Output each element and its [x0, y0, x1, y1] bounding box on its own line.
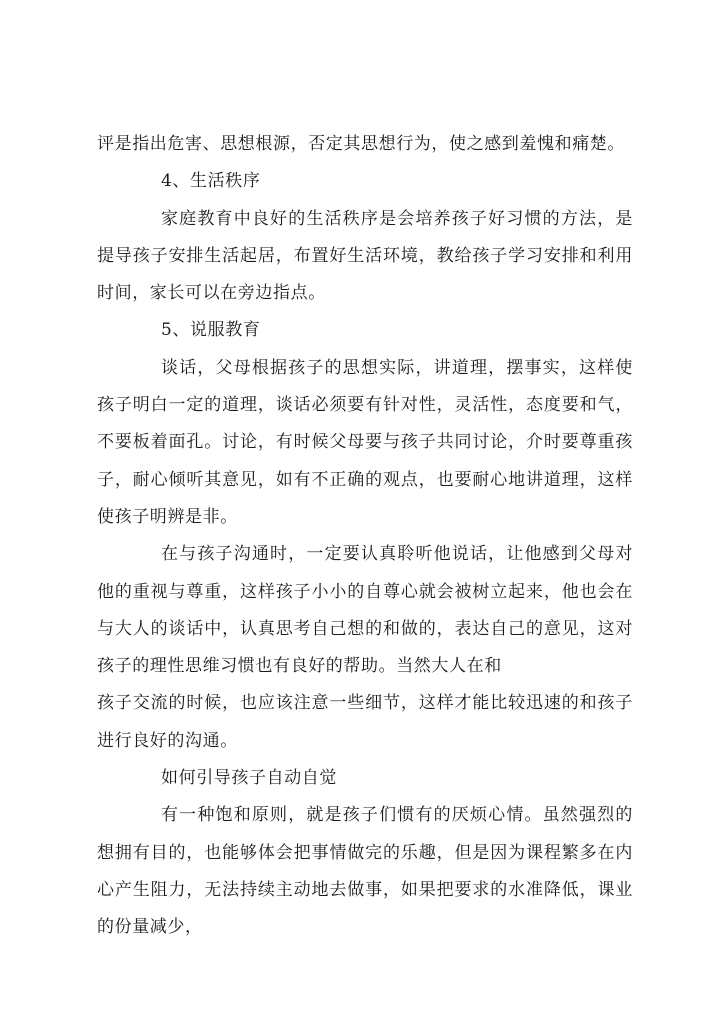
paragraph-saturation-principle: 有一种饱和原则，就是孩子们惯有的厌烦心情。虽然强烈的想拥有目的，也能够体会把事情做完的乐趣，但是因为课程繁多在内心产生阻力，无法持续主动地去做事，如果把要求的水准降低，课业的份量减少，: [97, 805, 633, 938]
paragraph-communication: 在与孩子沟通时，一定要认真聆听他说话，让他感到父母对他的重视与尊重，这样孩子小小的自尊心就会被树立起来，他也会在与大人的谈话中，认真思考自己想的和做的，表达自己的意见，这对孩子的理性思维习惯也有良好的帮助。当然大人在和: [97, 544, 633, 677]
document-body: [97, 126, 633, 947]
heading-self-motivation: 如何引导孩子自动自觉: [161, 768, 337, 789]
paragraph-communication-cont: 孩子交流的时候，也应该注意一些细节，这样才能比较迅速的和孩子进行良好的沟通。: [97, 693, 633, 751]
paragraph-life-order: 家庭教育中良好的生活秩序是会培养孩子好习惯的方法，是提导孩子安排生活起居，布置好生活环境，教给孩子学习安排和利用时间，家长可以在旁边指点。: [97, 208, 633, 304]
paragraph-persuasion: 谈话，父母根据孩子的思想实际，讲道理，摆事实，这样使孩子明白一定的道理，谈话必须要有针对性，灵活性，态度要和气，不要板着面孔。讨论，有时候父母要与孩子共同讨论，介时要尊重孩子，耐心倾听其意见，如有不正确的观点，也要耐心地讲道理，这样使孩子明辨是非。: [97, 357, 633, 527]
heading-life-order: 4、生活秩序: [161, 171, 261, 192]
heading-persuasion: 5、说服教育: [161, 320, 261, 341]
paragraph-criticism-end: 评是指出危害、思想根源，否定其思想行为，使之感到羞愧和痛楚。: [97, 134, 625, 154]
